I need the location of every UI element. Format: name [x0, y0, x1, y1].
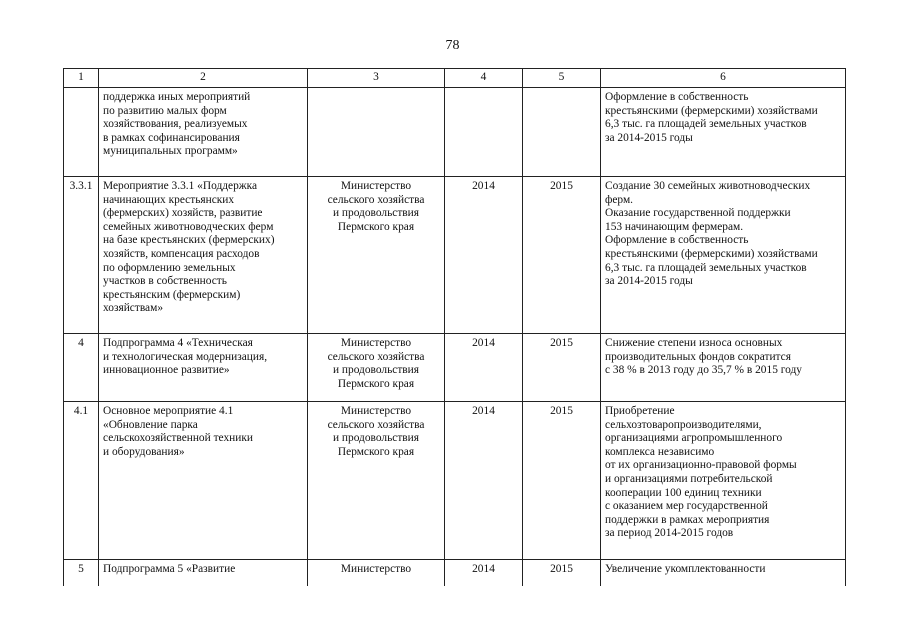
table-row — [64, 402, 846, 560]
result-cell: Создание 30 семейных животноводческих ферм. Оказание государственной поддержки 153 начинающим фермерам. Оформление в собственность крестьянскими (фермерскими) хозяйствами 6,3 тыс. га площадей земельных участков за 2014-2015 годы — [601, 177, 846, 334]
column-header: 6 — [601, 69, 846, 88]
end-year-cell: 2015 — [523, 560, 601, 586]
end-year-cell — [523, 88, 601, 177]
item-number-cell: 4 — [64, 334, 99, 402]
table-row — [64, 334, 846, 402]
result-cell: Приобретение сельхозтоваропроизводителями, организациями агропромышленного комплекса независимо от их организационно-правовой формы и организациями потребительской кооперации 100 единиц техники с оказанием мер государственной поддержки в рамках мероприятия за период 2014-2015 годов — [601, 402, 846, 560]
column-header: 4 — [445, 69, 523, 88]
executor-cell: Министерство сельского хозяйства и продовольствия Пермского края — [308, 177, 445, 334]
table-row — [64, 88, 846, 177]
table-row — [64, 177, 846, 334]
header-row — [64, 69, 846, 88]
result-cell: Снижение степени износа основных производительных фондов сократится с 38 % в 2013 году до 35,7 % в 2015 году — [601, 334, 846, 402]
column-header: 3 — [308, 69, 445, 88]
start-year-cell: 2014 — [445, 560, 523, 586]
item-name-cell: Основное мероприятие 4.1 «Обновление парка сельскохозяйственной техники и оборудования» — [99, 402, 308, 560]
item-number-cell: 3.3.1 — [64, 177, 99, 334]
start-year-cell: 2014 — [445, 402, 523, 560]
column-header: 5 — [523, 69, 601, 88]
table-row — [64, 560, 846, 586]
executor-cell: Министерство сельского хозяйства и продовольствия Пермского края — [308, 334, 445, 402]
end-year-cell: 2015 — [523, 402, 601, 560]
item-name-cell: Мероприятие 3.3.1 «Поддержка начинающих крестьянских (фермерских) хозяйств, развитие семейных животноводческих ферм на базе крестьянских (фермерских) хозяйств, компенсация расходов по оформлению земельных участков в собственность крестьянским (фермерским) хозяйствам» — [99, 177, 308, 334]
item-number-cell — [64, 88, 99, 177]
start-year-cell — [445, 88, 523, 177]
result-cell: Оформление в собственность крестьянскими (фермерскими) хозяйствами 6,3 тыс. га площадей земельных участков за 2014-2015 годы — [601, 88, 846, 177]
end-year-cell: 2015 — [523, 177, 601, 334]
executor-cell — [308, 88, 445, 177]
start-year-cell: 2014 — [445, 334, 523, 402]
column-header: 2 — [99, 69, 308, 88]
item-name-cell: Подпрограмма 5 «Развитие — [99, 560, 308, 586]
program-table — [63, 68, 846, 586]
executor-cell: Министерство — [308, 560, 445, 586]
end-year-cell: 2015 — [523, 334, 601, 402]
result-cell: Увеличение укомплектованности — [601, 560, 846, 586]
page-number: 78 — [445, 38, 460, 53]
column-header: 1 — [64, 69, 99, 88]
start-year-cell: 2014 — [445, 177, 523, 334]
item-name-cell: поддержка иных мероприятий по развитию малых форм хозяйствования, реализуемых в рамках софинансирования муниципальных программ» — [99, 88, 308, 177]
item-number-cell: 4.1 — [64, 402, 99, 560]
executor-cell: Министерство сельского хозяйства и продовольствия Пермского края — [308, 402, 445, 560]
item-number-cell: 5 — [64, 560, 99, 586]
item-name-cell: Подпрограмма 4 «Техническая и технологическая модернизация, инновационное развитие» — [99, 334, 308, 402]
